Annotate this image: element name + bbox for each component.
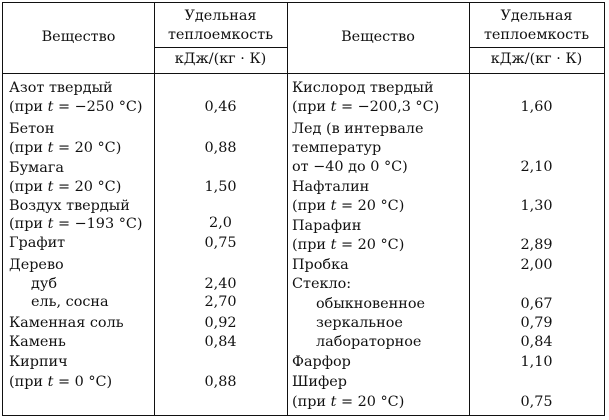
value-laboratornoe: 0,84 — [520, 334, 553, 350]
substance-probka: Пробка — [292, 257, 349, 273]
specific-heat-table — [2, 2, 605, 416]
header-unit-left: кДж/(кг · К) — [174, 51, 267, 67]
substance-bumaga-line-1: Бумага — [9, 160, 64, 176]
substance-obyknovennoe: обыкновенное — [316, 296, 426, 312]
substance-led-line-1: Лед (в интервале — [292, 121, 424, 137]
unit-row-divider — [469, 47, 604, 48]
value-shifer: 0,75 — [520, 394, 553, 410]
substance-shifer-line-2: (при t = 20 °С) — [292, 394, 405, 410]
header-heat-line-2: теплоемкость — [483, 27, 590, 43]
value-bumaga: 1,50 — [204, 179, 237, 195]
header-substance-left: Вещество — [41, 29, 116, 45]
value-farfor: 1,10 — [520, 354, 553, 370]
value-led: 2,10 — [520, 159, 553, 175]
value-el-sosna: 2,70 — [204, 294, 237, 310]
header-heat-line-2: теплоемкость — [167, 27, 274, 43]
value-kamen: 0,84 — [204, 334, 237, 350]
value-dub: 2,40 — [204, 276, 237, 292]
header-heat-line-1: Удельная — [500, 8, 573, 24]
value-parafin: 2,89 — [520, 237, 553, 253]
substance-laboratornoe: лабораторное — [316, 334, 422, 350]
substance-azot-line-1: Азот твердый — [9, 80, 113, 96]
substance-beton-line-1: Бетон — [9, 121, 55, 137]
value-azot: 0,46 — [204, 99, 237, 115]
substance-led-line-2: температур — [292, 140, 382, 156]
column-divider — [287, 3, 288, 415]
header-heat-title-right — [469, 7, 604, 45]
header-divider — [3, 73, 604, 74]
substance-vozduh-line-2: (при t = −193 °С) — [9, 216, 143, 232]
substance-kamen: Камень — [9, 334, 66, 350]
value-kamennaya-sol: 0,92 — [204, 315, 237, 331]
substance-parafin-line-2: (при t = 20 °С) — [292, 237, 405, 253]
value-kislorod: 1,60 — [520, 99, 553, 115]
substance-beton-line-2: (при t = 20 °С) — [9, 140, 122, 156]
substance-dub: дуб — [31, 276, 57, 292]
substance-parafin-line-1: Парафин — [292, 218, 362, 234]
substance-kirpich-line-1: Кирпич — [9, 354, 68, 370]
value-probka: 2,00 — [520, 257, 553, 273]
unit-row-divider — [154, 47, 287, 48]
substance-led-line-3: от −40 до 0 °С) — [292, 159, 408, 175]
header-heat-line-1: Удельная — [184, 8, 257, 24]
substance-shifer-line-1: Шифер — [292, 374, 348, 390]
substance-naftalin-line-1: Нафталин — [292, 179, 370, 195]
value-kirpich: 0,88 — [204, 374, 237, 390]
substance-kislorod-line-1: Кислород твердый — [292, 80, 434, 96]
substance-steklo: Стекло: — [292, 276, 352, 292]
substance-bumaga-line-2: (при t = 20 °С) — [9, 179, 122, 195]
value-obyknovennoe: 0,67 — [520, 296, 553, 312]
header-heat-title-left — [154, 7, 287, 45]
value-vozduh: 2,0 — [209, 215, 232, 231]
substance-azot-line-2: (при t = −250 °С) — [9, 99, 143, 115]
header-unit-right: кДж/(кг · К) — [490, 51, 583, 67]
substance-grafit: Графит — [9, 235, 66, 251]
value-zerkalnoe: 0,79 — [520, 315, 553, 331]
header-substance-right: Вещество — [341, 29, 415, 45]
value-naftalin: 1,30 — [520, 198, 553, 214]
substance-kirpich-line-2: (при t = 0 °С) — [9, 374, 113, 390]
substance-vozduh-line-1: Воздух твердый — [9, 198, 130, 214]
substance-zerkalnoe: зеркальное — [316, 315, 403, 331]
substance-derevo: Дерево — [9, 257, 64, 273]
substance-naftalin-line-2: (при t = 20 °С) — [292, 198, 405, 214]
substance-el-sosna: ель, сосна — [31, 294, 109, 310]
substance-kislorod-line-2: (при t = −200,3 °С) — [292, 99, 440, 115]
value-grafit: 0,75 — [204, 235, 237, 251]
substance-farfor: Фарфор — [292, 354, 351, 370]
substance-kamennaya-sol: Каменная соль — [9, 315, 124, 331]
value-beton: 0,88 — [204, 140, 237, 156]
